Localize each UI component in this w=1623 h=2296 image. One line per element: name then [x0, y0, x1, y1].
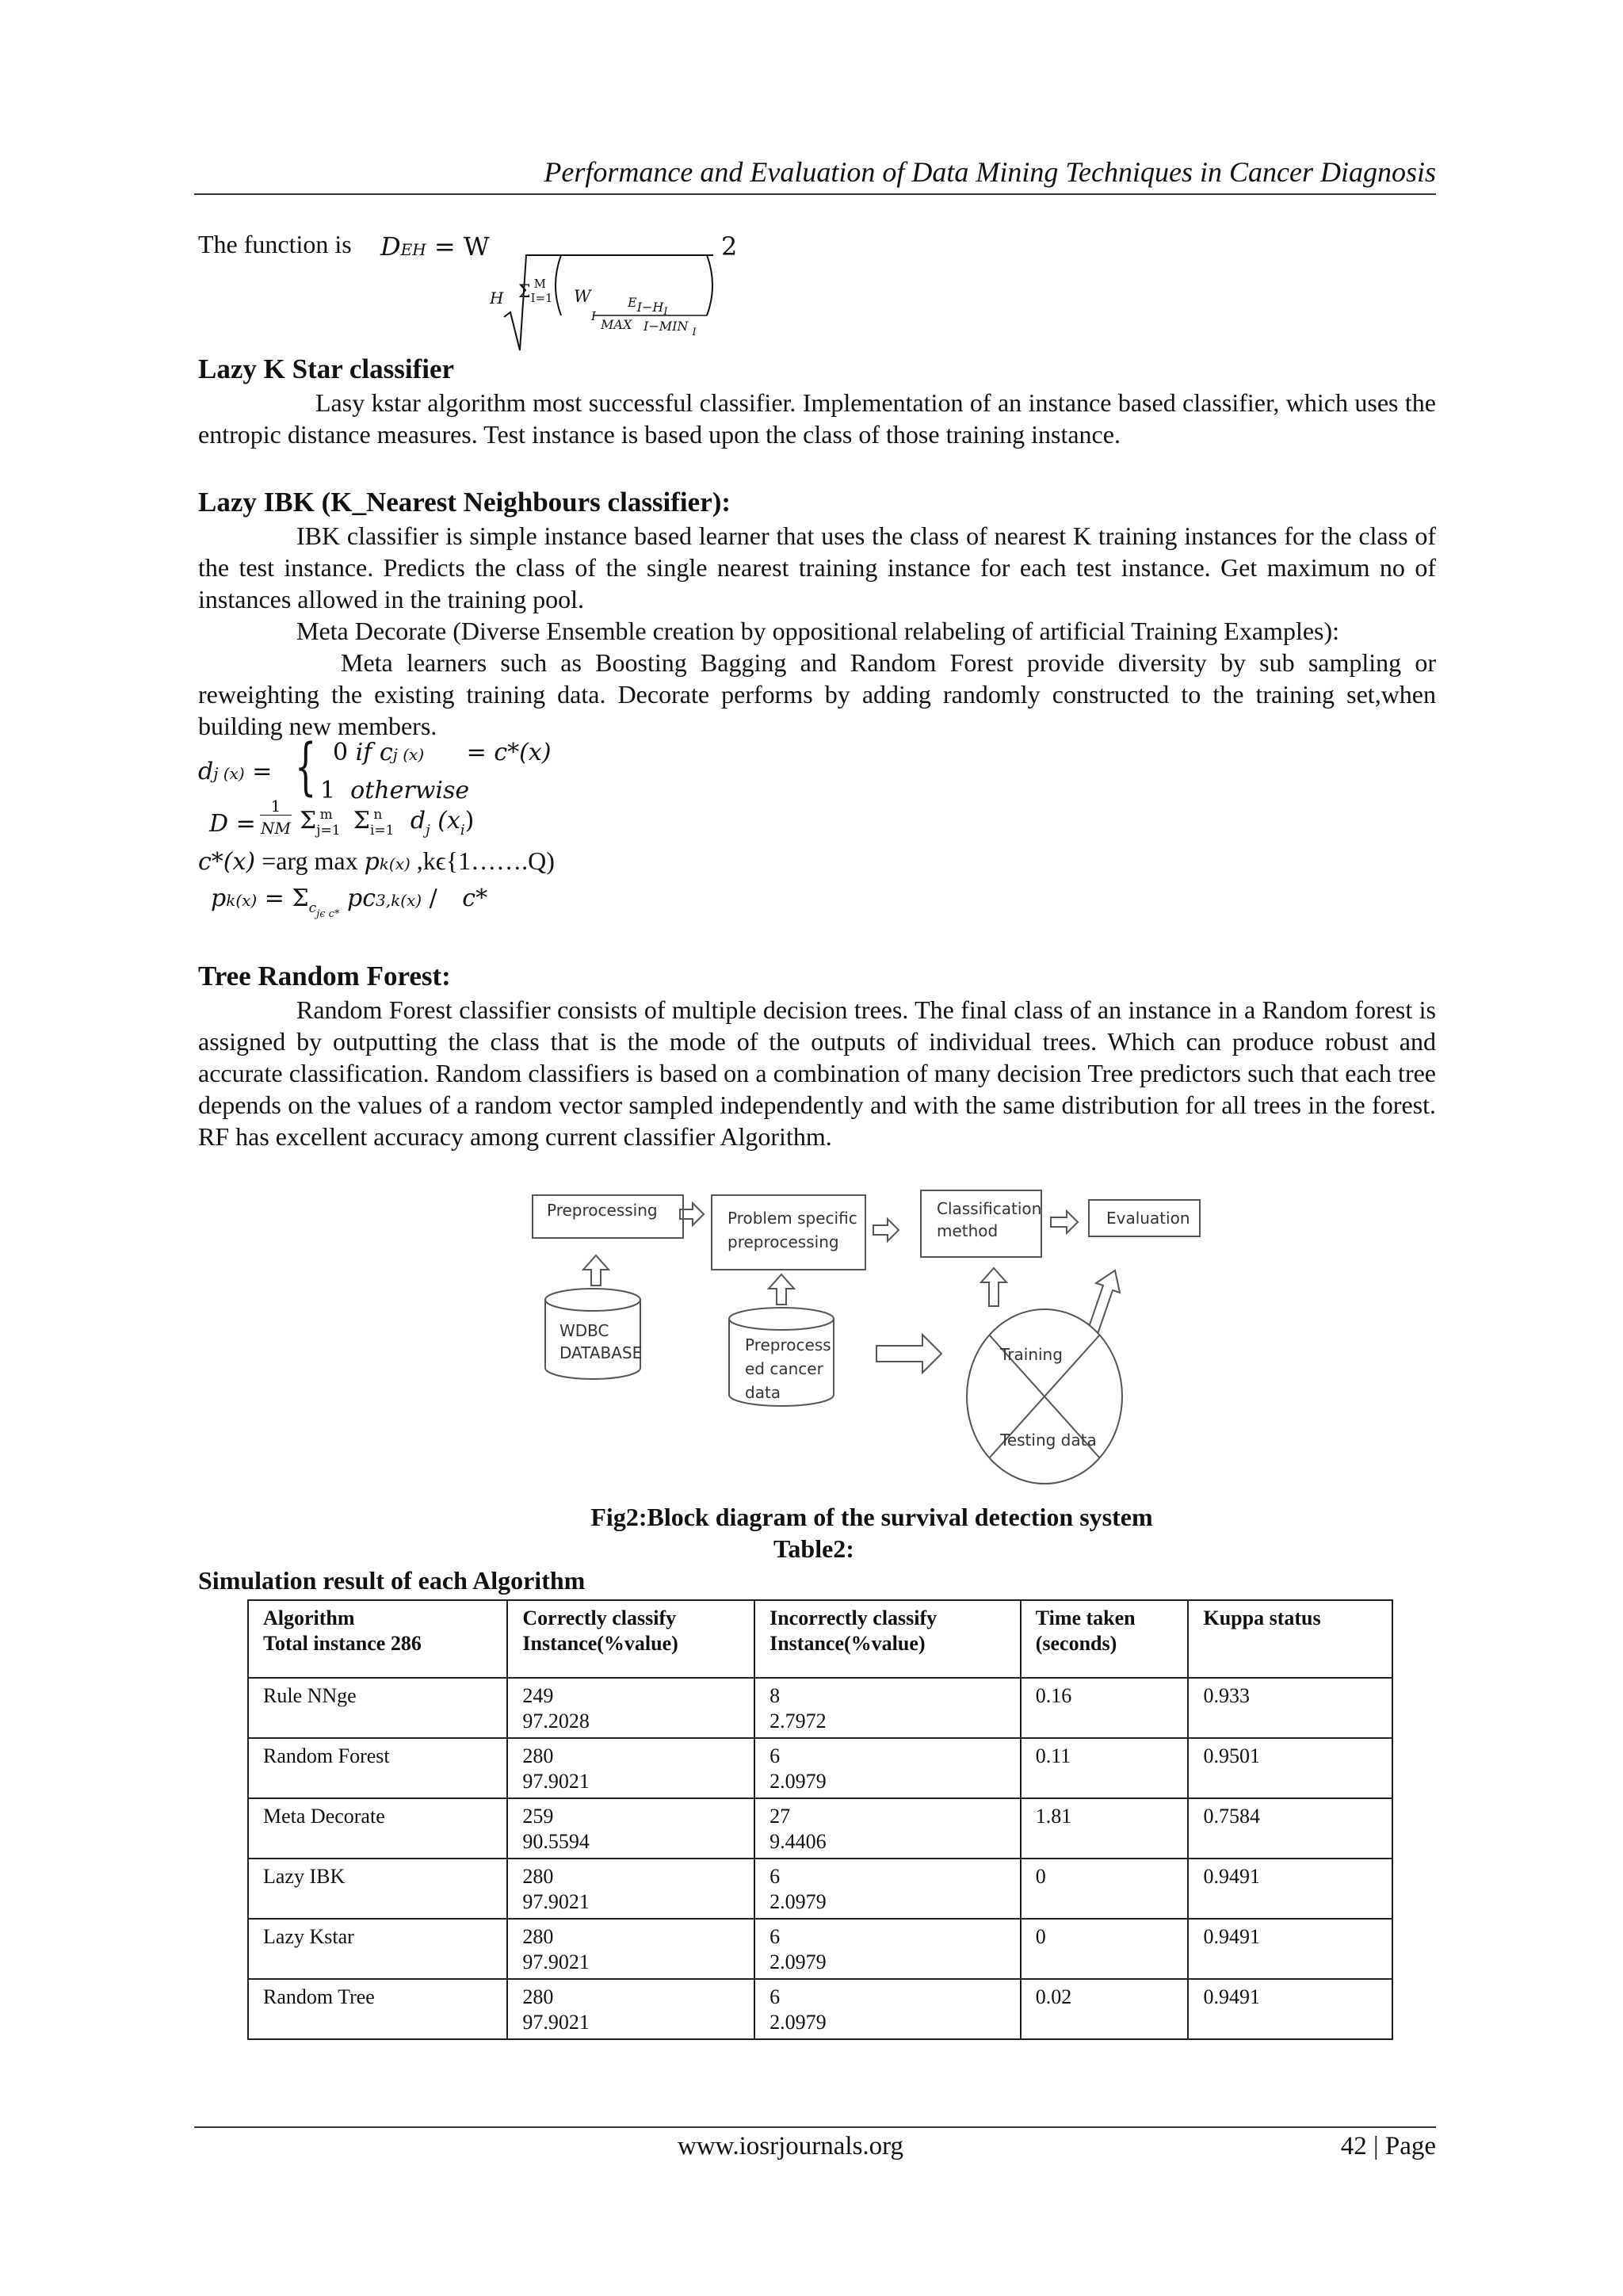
simulation-table — [247, 1599, 1393, 2040]
formula-brace: { — [295, 732, 317, 803]
formula-case1: 0 if cj (x) = c*(x) — [333, 739, 552, 766]
formula-eh-H: H — [490, 288, 504, 308]
header-algorithm: Algorithm Total instance 286 — [248, 1600, 507, 1678]
formula-eh-sum: $\Sigma_{I=1}^M$ — [518, 277, 553, 305]
formula-lead-text: The function is — [198, 230, 352, 258]
label-preprocessing: Preprocessing — [547, 1201, 658, 1220]
footer-page-number: 42 | Page — [1340, 2132, 1436, 2160]
cell-incorrect: 27 9.4406 — [754, 1798, 1021, 1859]
formula-eh-numerator: $EI-H_I$ — [628, 295, 668, 318]
cell-correct: 280 97.9021 — [507, 1859, 754, 1919]
cell-algorithm: Rule NNge — [248, 1678, 507, 1738]
cell-incorrect: 8 2.7972 — [754, 1678, 1021, 1738]
figure-caption: Fig2:Block diagram of the survival detection system — [590, 1503, 1153, 1531]
header-time: Time taken (seconds) — [1021, 1600, 1189, 1678]
label-classification-1: Classification — [937, 1199, 1042, 1218]
label-preprocessed-3: data — [745, 1383, 781, 1402]
cell-correct: 280 97.9021 — [507, 1738, 754, 1798]
cell-kappa: 0.9491 — [1188, 1919, 1392, 1979]
cell-incorrect: 6 2.0979 — [754, 1738, 1021, 1798]
running-title: Performance and Evaluation of Data Mining Techniques in Cancer Diagnosis — [544, 156, 1436, 188]
formula-D: D = — [209, 810, 256, 838]
header-correct: Correctly classify Instance(%value) — [507, 1600, 754, 1678]
para-lazy-kstar: Lasy kstar algorithm most successful classifier. Implementation of an instance based classifier, which uses the entropic distance measures. Test instance is based upon the class of those training instance. — [198, 388, 1436, 449]
label-preprocessed-1: Preprocess — [745, 1335, 831, 1354]
heading-lazy-kstar: Lazy K Star classifier — [198, 353, 455, 384]
label-wdbc-2: DATABASE — [559, 1343, 643, 1362]
cell-kappa: 0.933 — [1188, 1678, 1392, 1738]
table-row — [248, 1979, 1392, 2039]
formula-eh-exponent: 2 — [721, 231, 738, 262]
label-preprocessed-2: ed cancer — [745, 1359, 823, 1378]
formula-argmax: c*(x) =arg max pk(x) ,kϵ{1…….Q) — [198, 846, 555, 876]
table-row — [248, 1919, 1392, 1979]
cell-time: 0.02 — [1021, 1979, 1189, 2039]
header-kappa: Kuppa status — [1188, 1600, 1392, 1678]
footer-rule — [194, 2126, 1436, 2128]
cell-incorrect: 6 2.0979 — [754, 1979, 1021, 2039]
label-classification-2: method — [937, 1221, 999, 1240]
cell-incorrect: 6 2.0979 — [754, 1859, 1021, 1919]
cell-time: 1.81 — [1021, 1798, 1189, 1859]
cell-kappa: 0.9491 — [1188, 1979, 1392, 2039]
label-problem-specific-2: preprocessing — [727, 1232, 839, 1251]
cell-incorrect: 6 2.0979 — [754, 1919, 1021, 1979]
cell-time: 0.11 — [1021, 1738, 1189, 1798]
para-random-forest: Random Forest classifier consists of multiple decision trees. The final class of an instance in a Random forest is assigned by outputting the class that is the mode of the outputs of individual trees. Which can produce robust and accurate classification. Random classifiers is based on a combination of many decision Tree predictors such that each tree depends on the values of a random vector sampled independently and with the same distribution for all trees in the forest. RF has excellent accuracy among current classifier Algorithm. — [198, 995, 1436, 1151]
cell-algorithm: Meta Decorate — [248, 1798, 507, 1859]
formula-case2: 1 otherwise — [320, 777, 470, 804]
formula-eh-lhs: DEH = W — [380, 231, 490, 262]
para-meta-decorate: Meta learners such as Boosting Bagging and Random Forest provide diversity by sub sampling or reweighting the existing training data. Decorate performs by adding randomly constructed to the training set,when building new members. — [198, 648, 1436, 740]
para-lazy-ibk: IBK classifier is simple instance based learner that uses the class of nearest K training instances for the class of the test instance. Predicts the class of the single nearest training instance for each test instance. Get maximum no of instances allowed in the training pool. — [198, 521, 1436, 613]
formula-frac-num: 1 — [260, 797, 292, 816]
table-header-row — [248, 1600, 1392, 1678]
cell-algorithm: Random Forest — [248, 1738, 507, 1798]
table-row — [248, 1738, 1392, 1798]
table-row — [248, 1678, 1392, 1738]
label-problem-specific-1: Problem specific — [727, 1209, 857, 1228]
cell-time: 0 — [1021, 1859, 1189, 1919]
cell-algorithm: Random Tree — [248, 1979, 507, 2039]
label-training: Training — [1000, 1345, 1063, 1364]
cell-time: 0.16 — [1021, 1678, 1189, 1738]
formula-d-lhs: dj (x) = — [198, 758, 273, 785]
cell-kappa: 0.9501 — [1188, 1738, 1392, 1798]
table-title: Simulation result of each Algorithm — [198, 1566, 586, 1595]
table-label: Table2: — [773, 1534, 854, 1563]
label-evaluation: Evaluation — [1106, 1209, 1190, 1228]
formula-p: $pk(x) = \Sigma_{cj\epsilon c*}$ pc3,k(x) / c* — [211, 884, 488, 920]
cell-kappa: 0.9491 — [1188, 1859, 1392, 1919]
table-row — [248, 1798, 1392, 1859]
cell-kappa: 0.7584 — [1188, 1798, 1392, 1859]
meta-decorate-title: Meta Decorate (Diverse Ensemble creation by oppositional relabeling of artificial Training Examples): — [296, 617, 1340, 645]
formula-D-sums: $\Sigma_{j=1}^m$ $\Sigma_{i=1}^n$ $d_j$ $(x_i)$ — [300, 807, 475, 839]
cell-time: 0 — [1021, 1919, 1189, 1979]
label-testing: Testing data — [1000, 1431, 1097, 1450]
formula-eh-max: MAX — [601, 317, 632, 332]
heading-random-forest: Tree Random Forest: — [198, 961, 451, 991]
header-incorrect: Incorrectly classify Instance(%value) — [754, 1600, 1021, 1678]
cell-correct: 280 97.9021 — [507, 1979, 754, 2039]
formula-frac-den: NM — [261, 819, 291, 838]
label-wdbc-1: WDBC — [559, 1321, 609, 1340]
heading-lazy-ibk: Lazy IBK (K_Nearest Neighbours classifier): — [198, 487, 731, 518]
cell-algorithm: Lazy IBK — [248, 1859, 507, 1919]
formula-eh-denominator: I−MIN $_I$ — [643, 319, 697, 338]
footer-site[interactable]: www.iosrjournals.org — [678, 2132, 904, 2160]
formula-eh-I: I — [591, 309, 596, 323]
cell-correct: 259 90.5594 — [507, 1798, 754, 1859]
cell-correct: 280 97.9021 — [507, 1919, 754, 1979]
table-row — [248, 1859, 1392, 1919]
cell-algorithm: Lazy Kstar — [248, 1919, 507, 1979]
formula-eh-W: W — [574, 287, 591, 306]
cell-correct: 249 97.2028 — [507, 1678, 754, 1738]
